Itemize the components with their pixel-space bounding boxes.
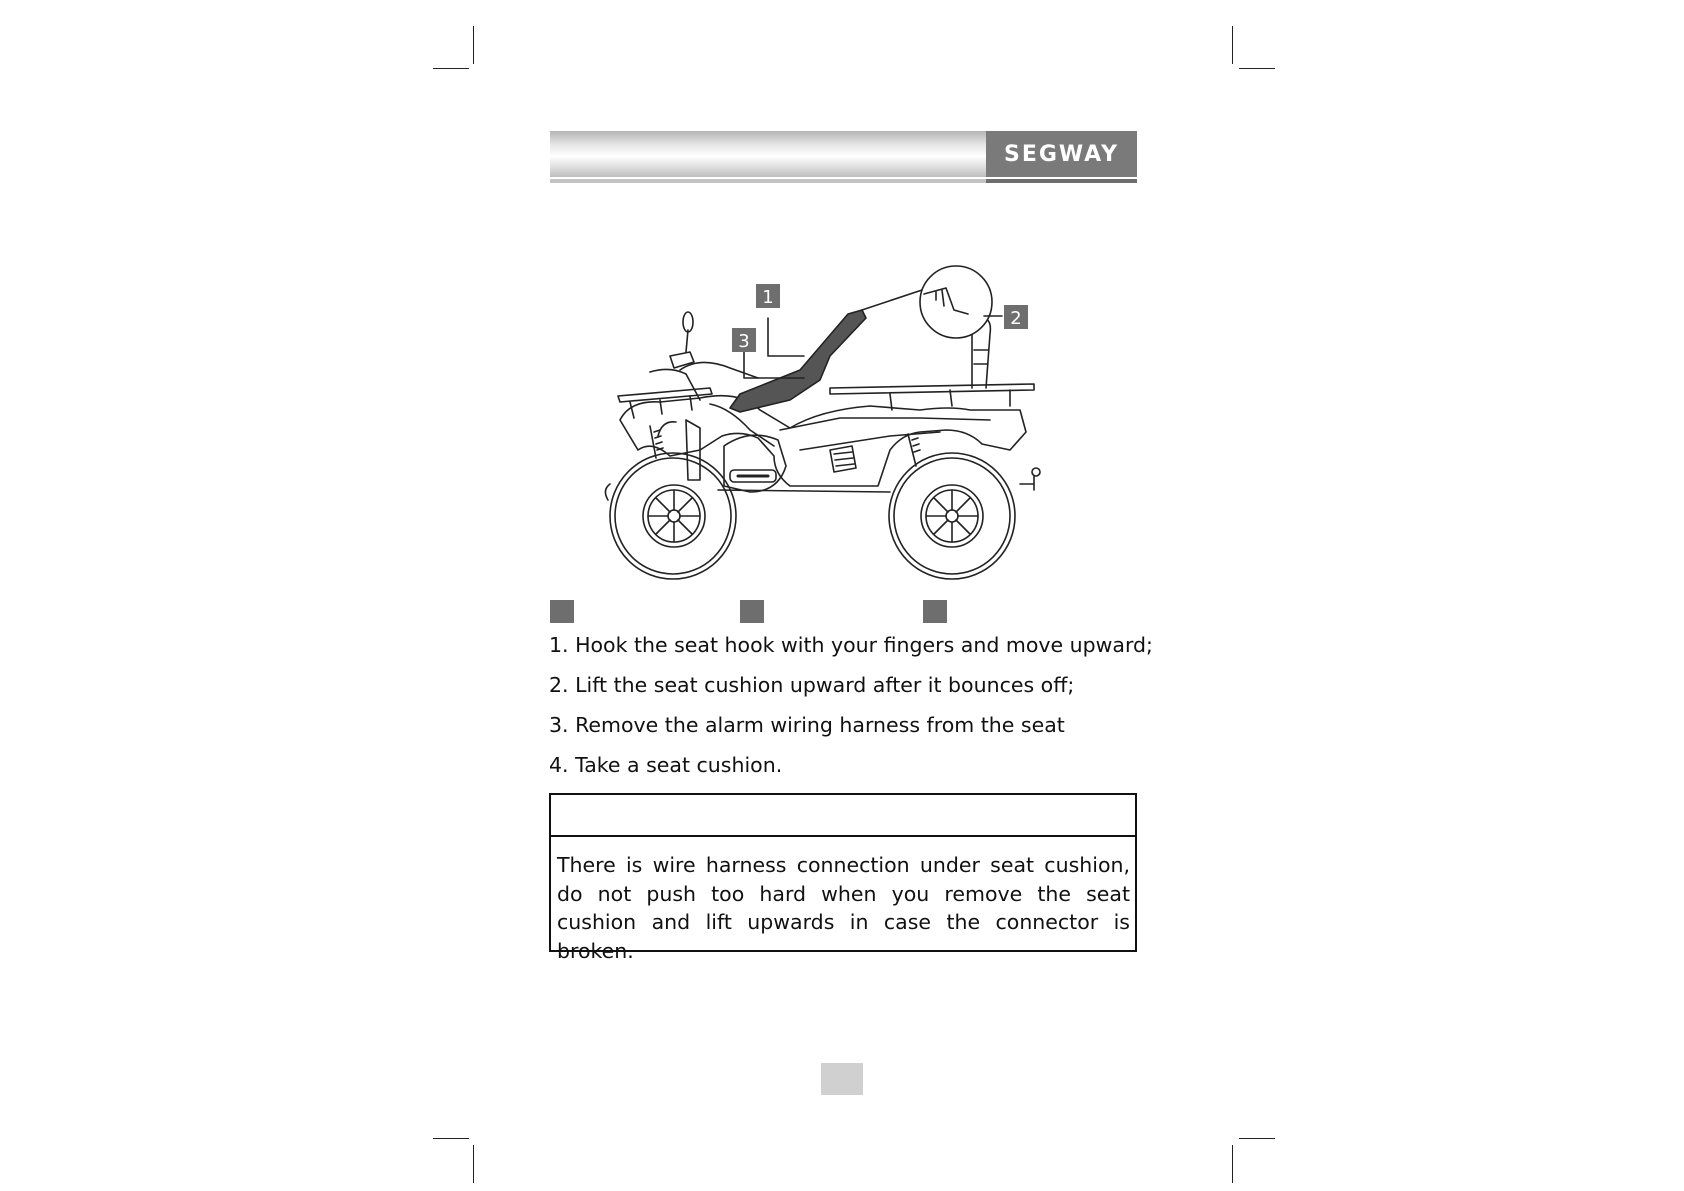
instruction-list <box>549 633 1153 793</box>
notice-box <box>549 793 1137 963</box>
callout-1 <box>756 284 780 308</box>
seat-cushion <box>730 310 866 412</box>
notice-text: There is wire harness connection under seat cushion, do not push too hard when you remove the seat cushion and lift upwards in case the connector is broken. <box>557 853 1130 963</box>
crop-mark <box>1232 1145 1233 1183</box>
page-header <box>550 131 1137 184</box>
leader-line-1 <box>768 318 804 356</box>
rear-wheel <box>889 453 1015 579</box>
logo-underline <box>986 179 1137 183</box>
tow-hitch <box>1020 476 1034 490</box>
callout-3 <box>732 328 756 352</box>
instruction-step: 2. Lift the seat cushion upward after it bounces off; <box>549 673 1075 697</box>
callout-2-label: 2 <box>1010 308 1022 329</box>
callout-1-label: 1 <box>762 287 774 308</box>
crop-mark <box>433 68 469 69</box>
header-band <box>550 131 986 177</box>
crop-mark <box>433 1138 469 1139</box>
tow-ball <box>1032 468 1040 476</box>
handlebar <box>650 312 758 400</box>
notice-title-row <box>551 795 1135 837</box>
instruction-step: 3. Remove the alarm wiring harness from the seat <box>549 713 1065 737</box>
front-winch <box>605 484 610 500</box>
marker-square <box>923 600 947 623</box>
hook-detail-magnifier <box>862 266 1002 338</box>
page-number-box <box>821 1063 863 1095</box>
crop-mark <box>1239 68 1275 69</box>
brand-logo: SEGWAY <box>986 131 1137 177</box>
crop-mark <box>1239 1138 1275 1139</box>
footboard <box>718 490 890 492</box>
instruction-step: 4. Take a seat cushion. <box>549 753 783 777</box>
header-underline <box>550 179 986 183</box>
front-wheel <box>610 453 736 579</box>
front-rack <box>618 388 712 418</box>
marker-square <box>550 600 574 623</box>
atv-seat-removal-diagram <box>590 260 1050 590</box>
crop-mark <box>473 1145 474 1183</box>
atv-body <box>620 396 1026 486</box>
crop-mark <box>473 26 474 64</box>
instruction-step: 1. Hook the seat hook with your fingers and move upward; <box>549 633 1153 657</box>
callout-3-label: 3 <box>738 331 750 352</box>
callout-2 <box>1004 305 1028 329</box>
crop-mark <box>1232 26 1233 64</box>
marker-square <box>740 600 764 623</box>
